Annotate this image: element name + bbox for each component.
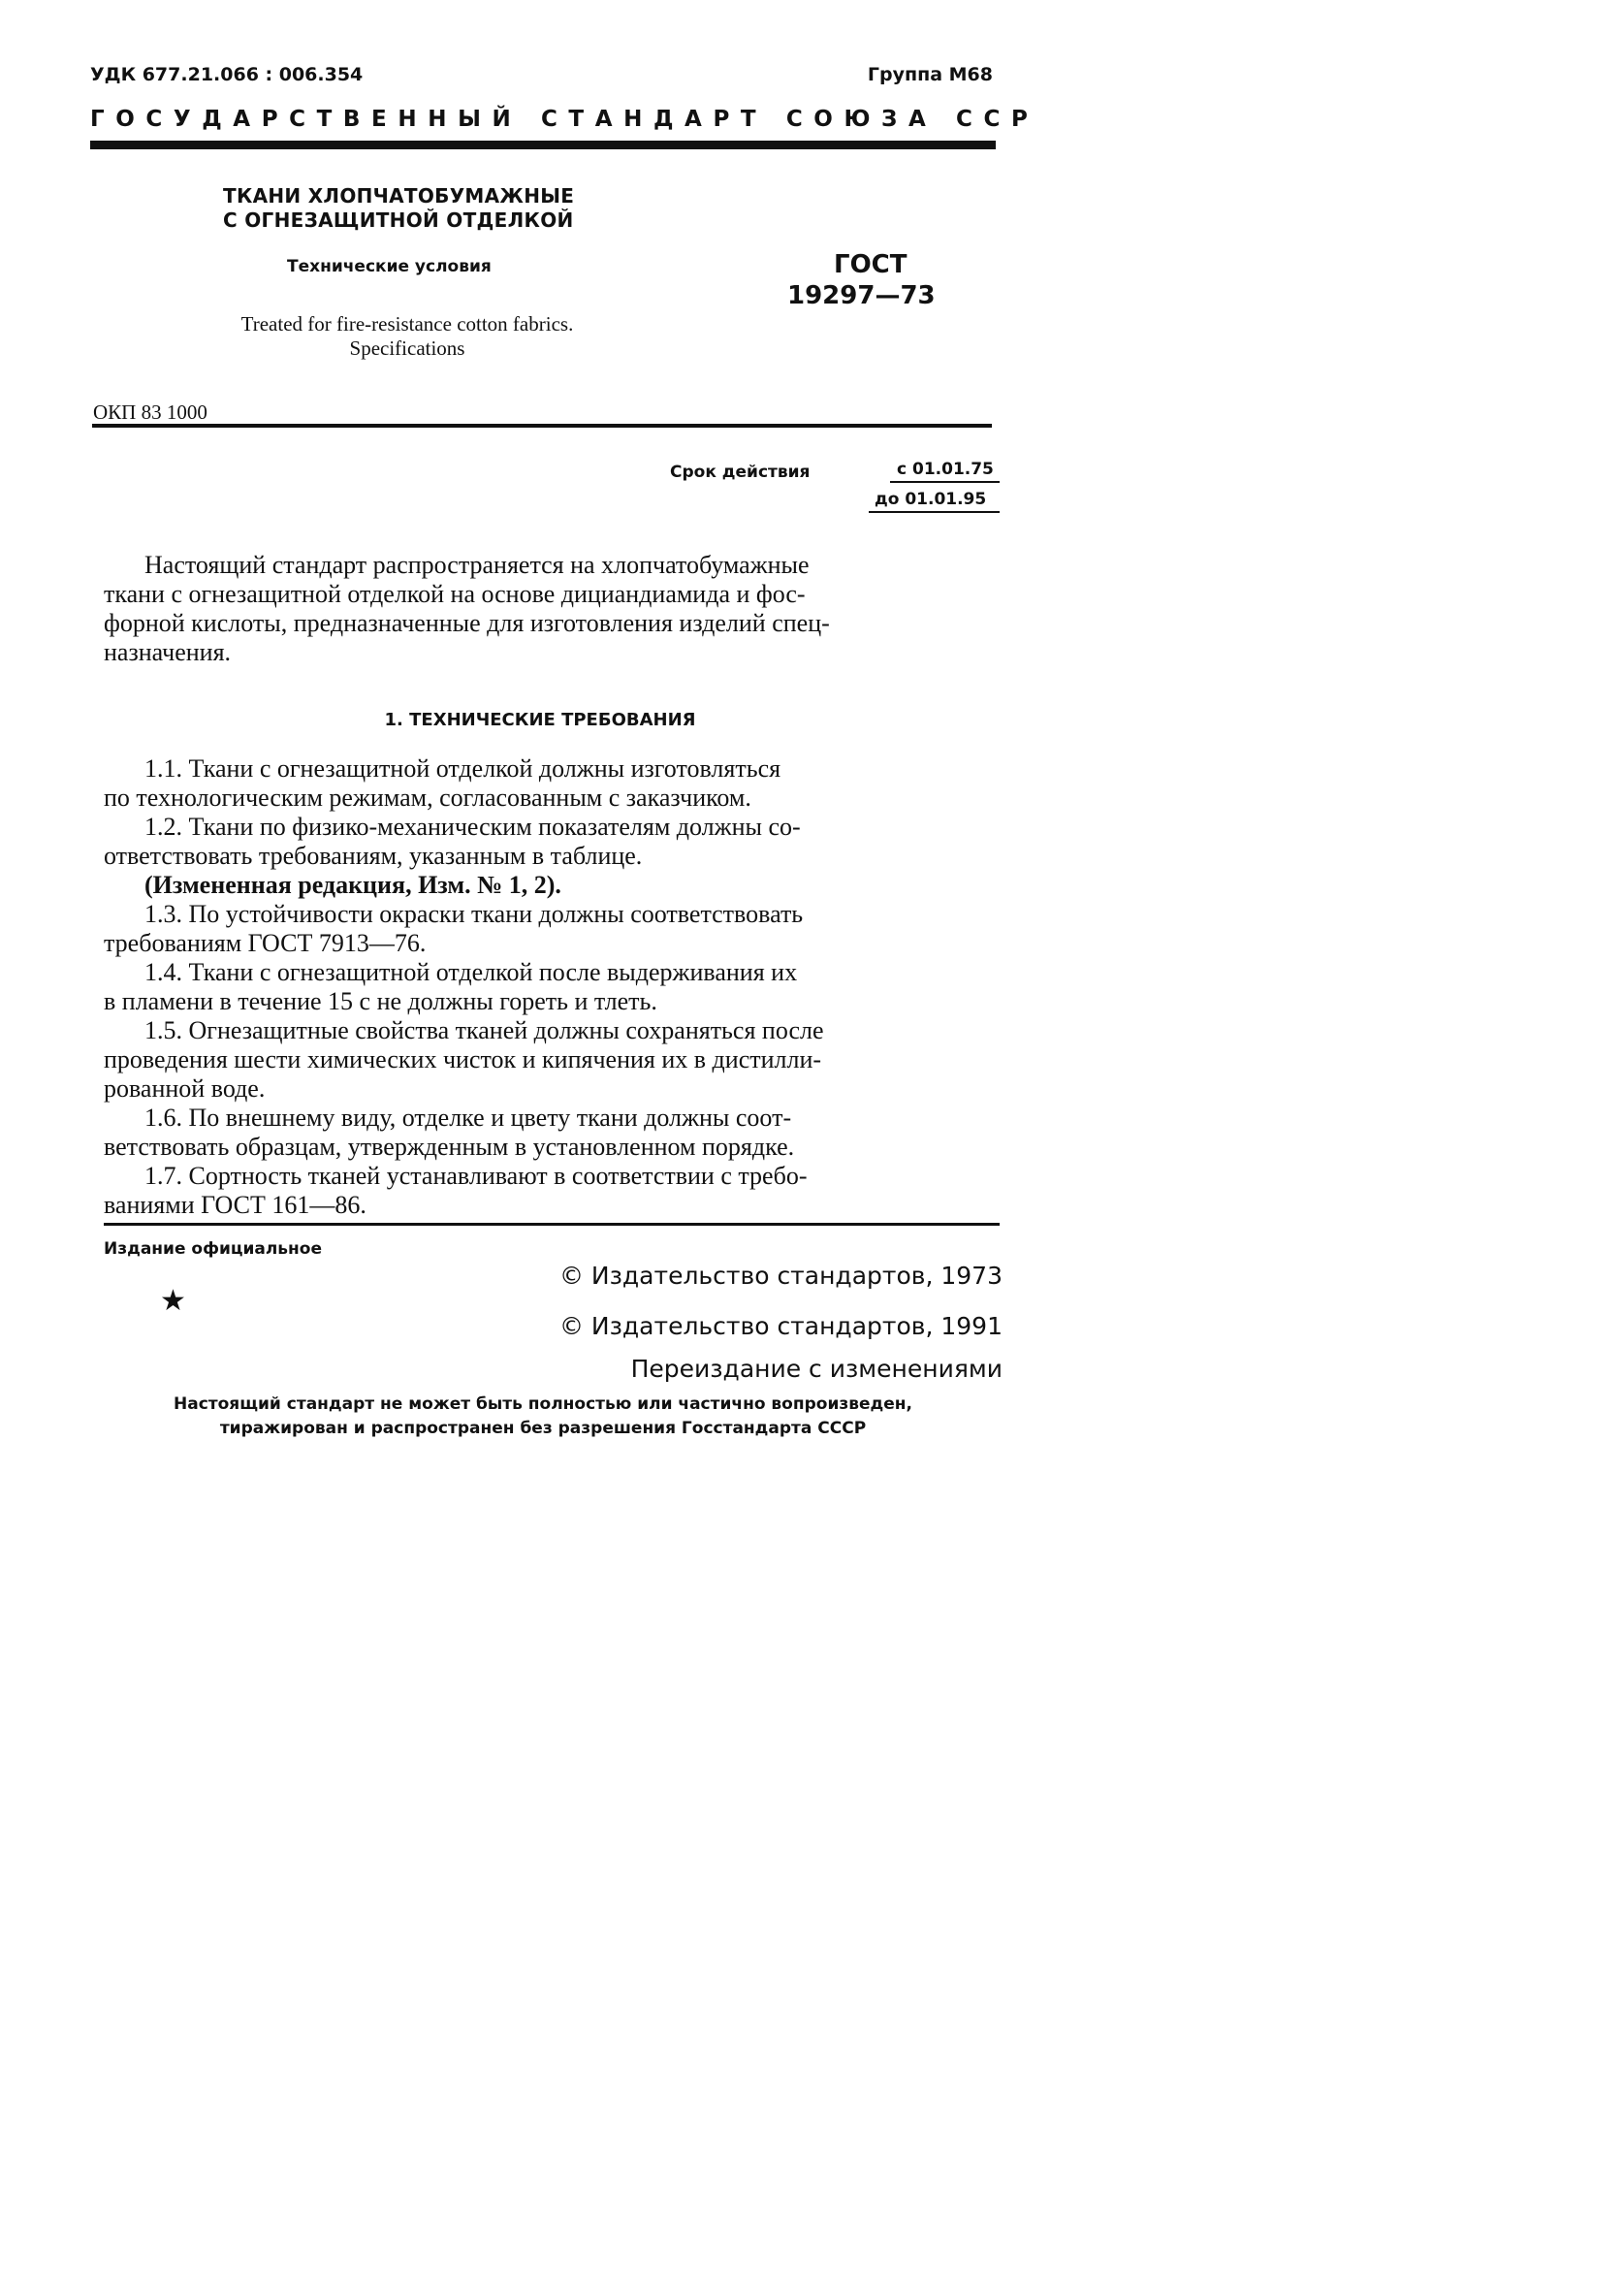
english-title-line-2: Specifications [349, 336, 465, 360]
intro-paragraph [104, 551, 1000, 667]
group-code: Группа М68 [867, 64, 993, 85]
subtitle: Технические условия [287, 257, 492, 276]
english-title-line-1: Treated for fire-resistance cotton fabrics. [240, 312, 574, 336]
validity-to-underline [869, 511, 1000, 513]
requirement-line: 1.5. Огнезащитные свойства тканей должны сохраняться после [144, 1016, 824, 1044]
title-line-1: ТКАНИ ХЛОПЧАТОБУМАЖНЫЕ [223, 184, 575, 208]
title-line-2: С ОГНЕЗАЩИТНОЙ ОТДЕЛКОЙ [223, 208, 574, 232]
requirement-line: 1.3. По устойчивости окраски ткани должны соответствовать [144, 900, 804, 928]
english-title [184, 312, 630, 361]
requirement-line: 1.4. Ткани с огнезащитной отделкой после выдерживания их [144, 958, 798, 986]
header-rule [90, 141, 996, 149]
requirement-line: ветствовать образцам, утвержденным в установленном порядке. [104, 1133, 795, 1161]
document-title [223, 184, 574, 233]
requirement-line: в пламени в течение 15 с не должны гореть и тлеть. [104, 987, 657, 1015]
amendment-note: (Измененная редакция, Изм. № 1, 2). [144, 871, 561, 899]
validity-label: Срок действия [670, 463, 811, 482]
requirement-line: 1.2. Ткани по физико-механическим показателям должны со- [144, 813, 801, 841]
notice-line-2: тиражирован и распространен без разрешения Госстандарта СССР [219, 1419, 867, 1438]
requirement-line: ответствовать требованиям, указанным в таблице. [104, 842, 643, 870]
copyright-1973: © Издательство стандартов, 1973 [558, 1262, 1003, 1290]
state-standard-heading: ГОСУДАРСТВЕННЫЙ СТАНДАРТ СОЮЗА ССР [90, 107, 1039, 132]
requirement-line: рованной воде. [104, 1074, 266, 1103]
requirement-line: 1.6. По внешнему виду, отделке и цвету ткани должны соот- [144, 1104, 792, 1132]
validity-from: с 01.01.75 [897, 460, 994, 479]
section-heading: 1. ТЕХНИЧЕСКИЕ ТРЕБОВАНИЯ [384, 710, 696, 730]
reproduction-notice [78, 1393, 1008, 1441]
intro-line: ткани с огнезащитной отделкой на основе дициандиамида и фос- [104, 580, 806, 608]
official-edition: Издание официальное [104, 1239, 323, 1259]
requirement-line: требованиям ГОСТ 7913—76. [104, 929, 427, 957]
requirement-line: по технологическим режимам, согласованным с заказчиком. [104, 784, 751, 812]
requirement-line: 1.1. Ткани с огнезащитной отделкой должны изготовляться [144, 754, 781, 783]
validity-to: до 01.01.95 [875, 490, 987, 509]
gost-label: ГОСТ [834, 250, 908, 279]
star-icon: ★ [160, 1285, 186, 1317]
okp-code: ОКП 83 1000 [93, 400, 207, 424]
udk-code: УДК 677.21.066 : 006.354 [90, 64, 364, 85]
intro-line: назначения. [104, 638, 232, 666]
okp-rule [92, 424, 992, 428]
requirement-line: 1.7. Сортность тканей устанавливают в соответствии с требо- [144, 1162, 808, 1190]
validity-from-underline [890, 481, 1000, 483]
requirement-line: проведения шести химических чисток и кипячения их в дистилли- [104, 1045, 822, 1073]
intro-line: форной кислоты, предназначенные для изготовления изделий спец- [104, 609, 830, 637]
footer-rule [104, 1223, 1000, 1226]
notice-line-1: Настоящий стандарт не может быть полностью или частично вопроизведен, [174, 1394, 912, 1414]
gost-number: 19297—73 [787, 281, 936, 310]
requirement-line: ваниями ГОСТ 161—86. [104, 1191, 366, 1219]
intro-line: Настоящий стандарт распространяется на хлопчатобумажные [144, 551, 810, 579]
copyright-1991: © Издательство стандартов, 1991 [558, 1312, 1003, 1340]
reissue-note: Переиздание с изменениями [630, 1355, 1003, 1383]
requirements-text [104, 754, 1000, 1220]
